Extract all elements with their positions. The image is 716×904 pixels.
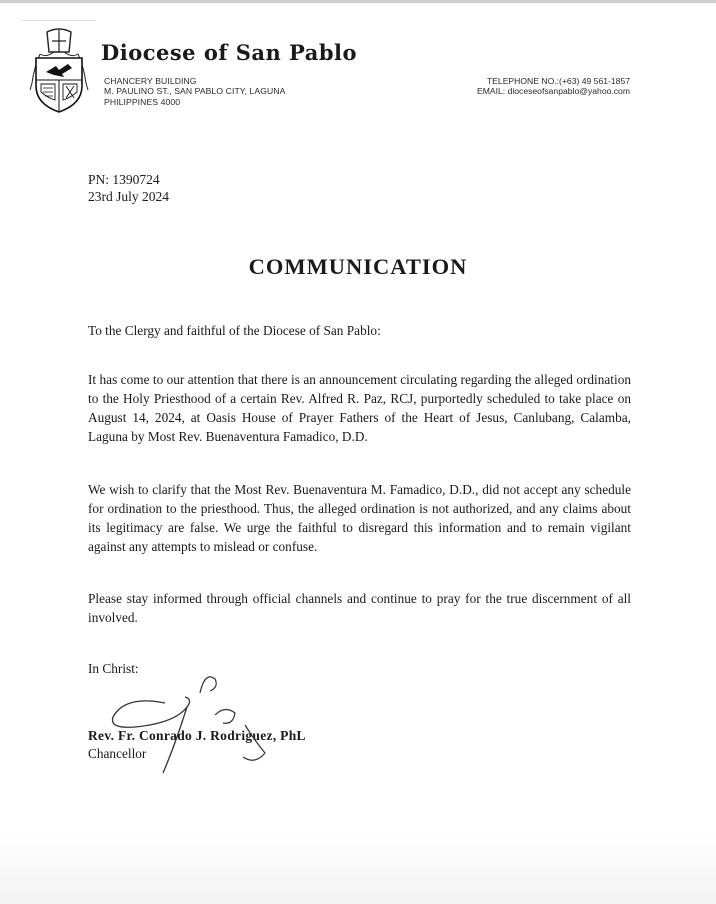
letter-date: 23rd July 2024: [88, 189, 169, 204]
email: EMAIL: dioceseofsanpablo@yahoo.com: [477, 86, 630, 97]
signer-title: Chancellor: [88, 746, 147, 761]
page-bottom: [0, 830, 716, 904]
pn-number: PN: 1390724: [88, 172, 160, 187]
signer-name: Rev. Fr. Conrado J. Rodriguez, PhL: [88, 728, 306, 743]
address-line: M. PAULINO ST., SAN PABLO CITY, LAGUNA: [104, 86, 286, 97]
page-title: COMMUNICATION: [248, 254, 468, 279]
diocese-name: Diocese of San Pablo: [101, 40, 358, 65]
reference-block: [88, 171, 169, 205]
body-paragraph: We wish to clarify that the Most Rev. Buenaventura M. Famadico, D.D., did not accept any schedule for ordination to the priesthood. Thus, the alleged ordination is not authorized, and any claims about its legitimacy are false. We urge the faithful to disregard this information and to remain vigilant against any attempts to mislead or confuse.: [88, 482, 631, 554]
diocese-seal-icon: [28, 28, 90, 114]
closing: In Christ:: [88, 661, 139, 676]
address-line: PHILIPPINES 4000: [104, 96, 181, 107]
body-paragraph: It has come to our attention that there is an announcement circulating regarding the alleged ordination to the Holy Priesthood of a certain Rev. Alfred R. Paz, RCJ, purportedly scheduled to take place on August 14, 2024, at Oasis House of Prayer Fathers of the Heart of Jesus, Canlubang, Calamba, Laguna by Most Rev. Buenaventura Famadico, D.D.: [88, 372, 631, 444]
telephone: TELEPHONE NO.:(+63) 49 561-1857: [486, 76, 630, 86]
body-paragraph: Please stay informed through official channels and continue to pray for the true discernment of all involved.: [88, 591, 631, 625]
salutation: To the Clergy and faithful of the Diocese of San Pablo:: [88, 323, 381, 338]
handwritten-signature: [105, 665, 295, 785]
chancery-address: [104, 76, 285, 107]
top-border: [0, 0, 716, 3]
top-rule: [20, 20, 96, 21]
address-line: CHANCERY BUILDING: [104, 76, 197, 86]
contact-info: [440, 76, 630, 97]
